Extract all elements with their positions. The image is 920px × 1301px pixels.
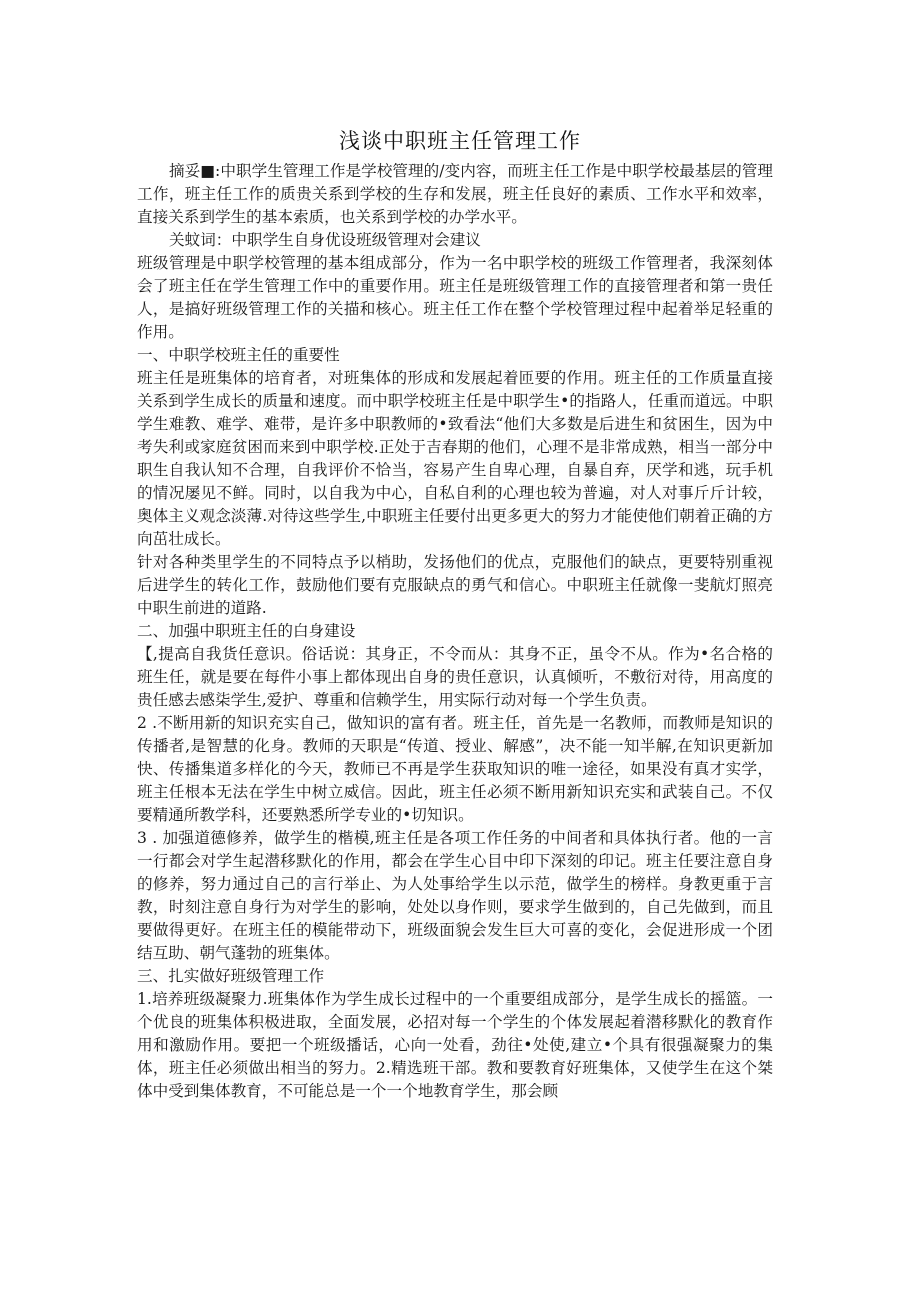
- body-paragraph: 3 . 加强道德修养，做学生的楷模,班主任是各项工作任务的中间者和具体执行者。他的一言一行都会对学生起潜移默化的作用，都会在学生心目中印下深刻的印记。班主任要注意自身的修养，努力通过自己的言行举止、为人处事给学生以示范，做学生的榜样。身教更重于言教，时刻注意自身行为对学生的影响，处处以身作则，要求学生做到的，自己先做到，而且要做得更好。在班主任的模能带动下，班级面貌会发生巨大可喜的变化，会促进形成一个团结互助、朝气蓬勃的班集体。: [137, 829, 773, 962]
- body-paragraph: 针对各种类里学生的不同特点予以梢助，发扬他们的优点，克服他们的缺点，更要特别重视后进学生的转化工作，鼓励他们要有克服缺点的勇气和信心。中职班主任就像一斐航灯照亮中职生前进的道路.: [137, 553, 773, 617]
- body-paragraph: 1.培养班级凝聚力.班集体作为学生成长过程中的一个重要组成部分，是学生成长的摇篮。一个优良的班集体积极进取，全面发展，必招对每一个学生的个体发展起着潜移默化的教育作用和激励作用。要把一个班级播话，心向一处看，劲往•处使,建立•个具有很强凝聚力的集体，班主任必须做出相当的努力。2.精选班干部。教和要教育好班集体，又使学生在这个桀体中受到集体教育，不可能总是一个一个地教育学生，那会顾: [137, 990, 773, 1100]
- section-heading: 一、中职学校班主任的重要性: [137, 346, 340, 364]
- body-paragraph: 班级管理是中职学校管理的基本组成部分，作为一名中职学校的班级工作管理者，我深刻体会了班主任在学生管理工作中的重要作用。班主任是班级管理工作的直接管理者和第一贵任人，是搞好班级管理工作的关描和核心。班主任工作在整个学校管理过程中起着举足轻重的作用。: [137, 254, 773, 341]
- body-paragraph: 2 .不断用新的知识充实自己，做知识的富有者。班主任，首先是一名教师，而教师是知识的传播者,是智慧的化身。教师的天职是“传道、授业、解感”，决不能一知半解,在知识更新加快、传播集道多样化的今天，教师已不再是学生获取知识的唯一途径，如果没有真才实学，班主任根本无法在学生中树立威信。因此，班主任必须不断用新知识充实和武装自己。不仅要精通所教学科，还要熟悉所学专业的•切知识。: [137, 714, 773, 824]
- keywords-paragraph: 关蚊词：中职学生自身优设班级管理对会建议: [169, 231, 481, 249]
- section-heading: 三、扎实做好班级管理工作: [137, 967, 325, 985]
- section-heading: 二、加强中职班主任的白身建设: [137, 622, 356, 640]
- document-body: [137, 160, 773, 1103]
- body-paragraph: 【,提高自我货任意识。俗话说：其身正，不令而从：其身不正，虽令不从。作为•名合格的班生任，就是要在每件小事上都体现出自身的贵任意识，认真倾听，不敷衍对待，用高度的贵任感去感柒学生,爱护、尊重和信赖学生，用实际行动对每一个学生负责。: [137, 645, 773, 709]
- abstract-paragraph: 摘妥■:中职学生管理工作是学校管理的/变内容，而班主任工作是中职学校最基层的管理工作，班主任工作的质贵关系到学校的生存和发展，班主任良好的素质、工作水平和效率，直接关系到学生的基本索质，也关系到学校的办学水平。: [137, 162, 773, 226]
- body-paragraph: 班主任是班集体的培育者，对班集体的形成和发展起着匝要的作用。班主任的工作质量直接关系到学生成长的质量和速度。而中职学校班主任是中职学生•的指路人，任重而道远。中职学生难教、难学、难带，是许多中职教师的•致看法“他们大多数是后进生和贫困生，因为中考失利或家庭贫困而来到中职学校.正处于吉春期的他们，心理不是非常成熟，相当一部分中职生自我认知不合理，自我评价不恰当，容易产生自卑心理，自暴自弃，厌学和逃，玩手机的情况屡见不鲜。同时，以自我为中心，自私自利的心理也较为普遍，对人对事斤斤计较，奥体主义观念淡薄.对待这些学生,中职班主任要付出更多更大的努力才能使他们朝着正确的方向茁壮成长。: [137, 369, 773, 548]
- document-title: 浅谈中职班主任管理工作: [339, 129, 581, 153]
